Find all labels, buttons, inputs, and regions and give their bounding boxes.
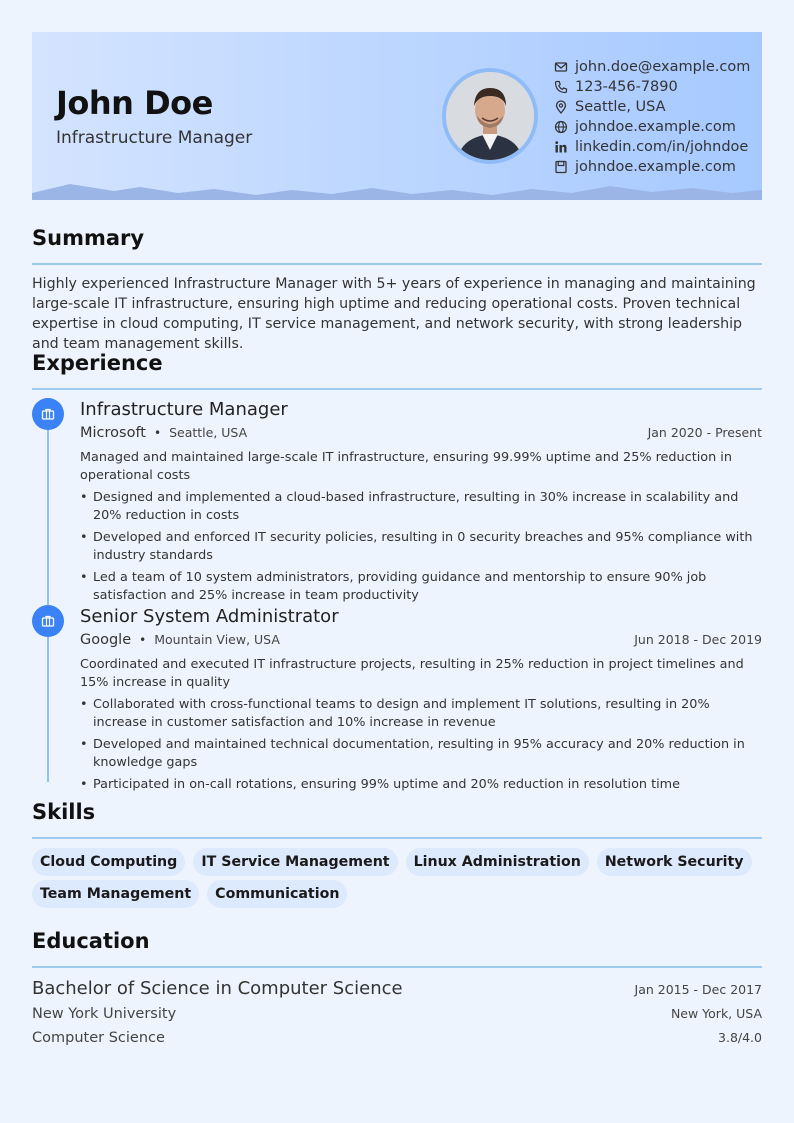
avatar (442, 68, 538, 164)
briefcase-icon (41, 614, 55, 628)
contact-portfolio-text: johndoe.example.com (575, 159, 736, 175)
job-location: Mountain View, USA (154, 632, 280, 647)
linkedin-icon (552, 140, 570, 154)
education-heading: Education (32, 929, 150, 953)
contact-location (552, 97, 750, 117)
job-description: Coordinated and executed IT infrastructure projects, resulting in 25% reduction in project timelines and 15% increase in quality (80, 657, 744, 690)
mountain-decoration (32, 180, 762, 200)
summary-text: Highly experienced Infrastructure Manager with 5+ years of experience in managing and maintaining large-scale IT infrastructure, ensuring high uptime and reducing operational costs. Proven technical expertise in cloud computing, IT service management, and network security, with strong leadership and team management skills. (32, 276, 756, 352)
skill-chip: Team Management (32, 880, 199, 908)
contact-email-text: john.doe@example.com (575, 59, 751, 75)
skills-list (32, 848, 762, 912)
job-bullet: • Led a team of 10 system administrators, providing guidance and mentorship to ensure 90% job satisfaction and 25% increase in team productivity (80, 569, 762, 605)
profile-photo-icon (446, 72, 534, 160)
job-entry (80, 606, 762, 798)
skill-chip: Network Security (597, 848, 752, 876)
skills-row (32, 848, 762, 876)
phone-icon (552, 80, 570, 94)
experience-heading: Experience (32, 351, 163, 375)
contact-phone-text: 123-456-7890 (575, 79, 678, 95)
candidate-name: John Doe (56, 84, 213, 122)
education-location: New York, USA (670, 1006, 762, 1021)
education-field: Computer Science (32, 1030, 165, 1046)
skills-row (32, 880, 762, 908)
timeline-line (47, 412, 49, 782)
resume-header (32, 32, 762, 200)
timeline-marker (32, 398, 64, 430)
skill-chip: Communication (207, 880, 347, 908)
contact-portfolio[interactable] (552, 157, 750, 177)
job-company: Microsoft (80, 425, 146, 441)
contact-list (552, 57, 750, 177)
contact-linkedin-text: linkedin.com/in/johndoe (575, 139, 749, 155)
education-divider (32, 966, 762, 968)
contact-website[interactable] (552, 117, 750, 137)
portfolio-icon (552, 160, 570, 174)
job-bullets (80, 696, 762, 794)
candidate-title: Infrastructure Manager (56, 128, 253, 148)
summary-heading: Summary (32, 226, 145, 250)
job-meta (80, 425, 762, 449)
job-dates: Jan 2020 - Present (647, 425, 762, 440)
job-bullet: • Collaborated with cross-functional teams to design and implement IT solutions, resulting in 20% increase in customer satisfaction and 10% increase in revenue (80, 696, 762, 732)
job-bullet: • Designed and implemented a cloud-based infrastructure, resulting in 30% increase in scalability and 20% reduction in costs (80, 489, 762, 525)
job-entry (80, 399, 762, 609)
education-school: New York University (32, 1006, 177, 1022)
job-bullets (80, 489, 762, 605)
contact-email[interactable] (552, 57, 750, 77)
skill-chip: IT Service Management (193, 848, 397, 876)
briefcase-icon (41, 407, 55, 421)
contact-linkedin[interactable] (552, 137, 750, 157)
globe-icon (552, 120, 570, 134)
timeline-marker (32, 605, 64, 637)
skills-divider (32, 837, 762, 839)
skills-heading: Skills (32, 800, 96, 824)
education-field-row (32, 1030, 762, 1046)
job-description: Managed and maintained large-scale IT infrastructure, ensuring 99.99% uptime and 25% reduction in operational costs (80, 450, 732, 483)
job-meta (80, 632, 762, 656)
job-company: Google (80, 632, 132, 648)
contact-website-text: johndoe.example.com (575, 119, 736, 135)
job-bullet: • Developed and enforced IT security policies, resulting in 0 security breaches and 95% compliance with industry standards (80, 529, 762, 565)
education-degree: Bachelor of Science in Computer Science (32, 978, 403, 999)
separator-dot: • (139, 633, 147, 647)
contact-phone[interactable] (552, 77, 750, 97)
job-title: Infrastructure Manager (80, 399, 288, 420)
experience-divider (32, 388, 762, 390)
skill-chip: Cloud Computing (32, 848, 185, 876)
job-location: Seattle, USA (169, 425, 248, 440)
job-bullet: • Participated in on-call rotations, ensuring 99% uptime and 20% reduction in resolution time (80, 776, 762, 794)
education-gpa: 3.8/4.0 (718, 1030, 762, 1045)
education-dates: Jan 2015 - Dec 2017 (634, 982, 762, 997)
contact-location-text: Seattle, USA (575, 99, 666, 115)
job-bullet: • Developed and maintained technical documentation, resulting in 95% accuracy and 20% reduction in knowledge gaps (80, 736, 762, 772)
education-degree-row (32, 978, 762, 999)
job-dates: Jun 2018 - Dec 2019 (634, 632, 762, 647)
email-icon (552, 60, 570, 74)
education-school-row (32, 1006, 762, 1022)
job-title: Senior System Administrator (80, 606, 339, 627)
separator-dot: • (154, 426, 162, 440)
skill-chip: Linux Administration (406, 848, 589, 876)
location-icon (552, 100, 570, 114)
summary-divider (32, 263, 762, 265)
